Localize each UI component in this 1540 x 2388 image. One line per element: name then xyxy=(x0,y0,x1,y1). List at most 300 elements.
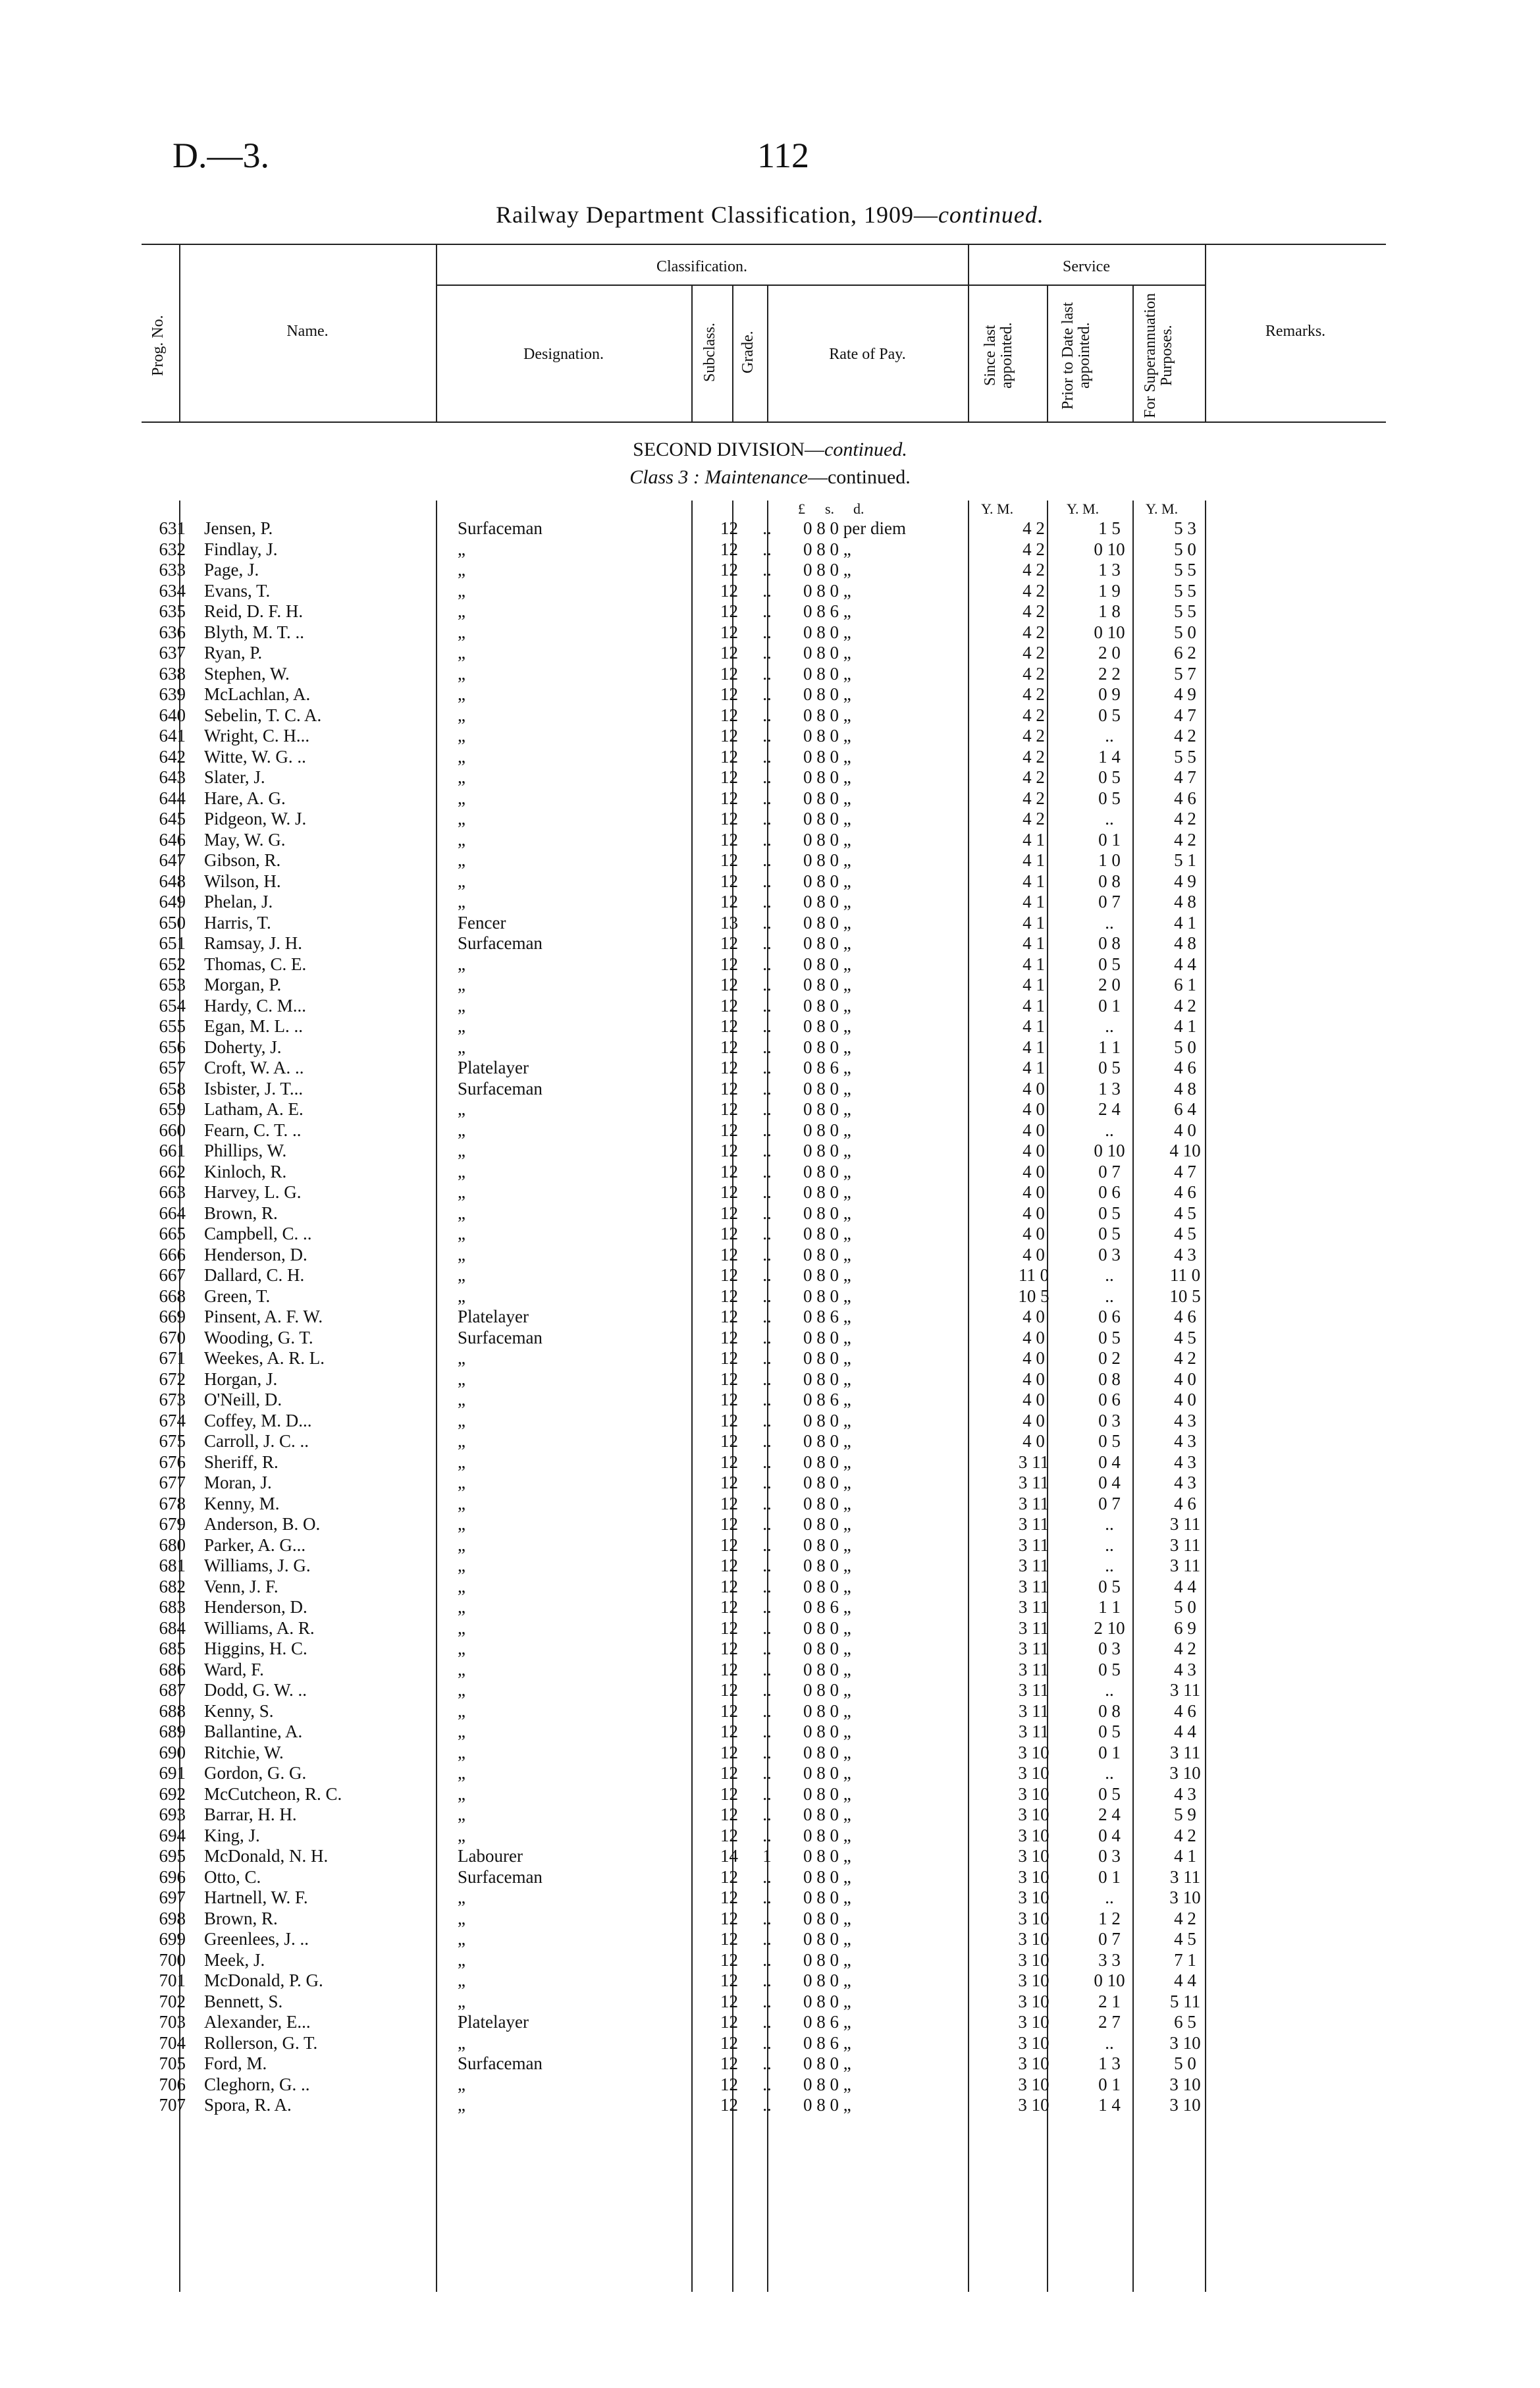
grade-cell: .. xyxy=(762,518,772,539)
unit-shillings: s. xyxy=(825,501,835,517)
table-row xyxy=(99,1203,1218,1224)
rate-of-pay-cell: 0 8 0 „ xyxy=(803,1265,851,1286)
header-prior-to-date: Prior to Date last appointed. xyxy=(1059,302,1094,410)
col-divider xyxy=(1047,285,1048,423)
designation-cell: „ xyxy=(458,1452,465,1472)
prog-no-cell: 666 xyxy=(159,1244,186,1264)
name-cell: Ramsay, J. H. xyxy=(204,933,302,954)
prog-no-cell: 651 xyxy=(159,933,186,954)
superannuation-cell: 4 3 xyxy=(1174,1410,1196,1430)
subclass-cell: 12 xyxy=(720,850,738,871)
designation-cell: „ xyxy=(458,850,465,871)
rate-of-pay-cell: 0 8 0 „ xyxy=(803,1576,851,1596)
grade-cell: .. xyxy=(762,1120,772,1140)
designation-cell: „ xyxy=(458,1556,465,1576)
grade-cell: .. xyxy=(762,1016,772,1037)
rate-of-pay-cell: 0 8 0 „ xyxy=(803,912,851,933)
since-last-cell: 4 2 xyxy=(1022,726,1045,746)
page-number: 112 xyxy=(757,136,809,175)
superannuation-cell: 5 5 xyxy=(1174,560,1196,580)
prog-no-cell: 676 xyxy=(159,1452,186,1472)
header-designation: Designation. xyxy=(523,346,604,363)
name-cell: Venn, J. F. xyxy=(204,1576,279,1596)
prior-to-date-cell: 0 2 xyxy=(1098,1348,1121,1369)
table-row xyxy=(99,601,1218,622)
grade-cell: .. xyxy=(762,1224,772,1244)
designation-cell: „ xyxy=(458,1473,465,1493)
since-last-cell: 3 11 xyxy=(1018,1534,1049,1555)
since-last-cell: 3 11 xyxy=(1018,1556,1049,1576)
name-cell: Hartnell, W. F. xyxy=(204,1887,308,1908)
grade-cell: .. xyxy=(762,539,772,559)
rate-of-pay-cell: 0 8 0 „ xyxy=(803,850,851,871)
col-divider xyxy=(691,285,693,423)
prog-no-cell: 647 xyxy=(159,850,186,871)
subclass-cell: 12 xyxy=(720,1680,738,1700)
subclass-cell: 12 xyxy=(720,1639,738,1659)
subclass-cell: 12 xyxy=(720,1805,738,1825)
prior-to-date-cell: .. xyxy=(1105,1286,1114,1306)
grade-cell: .. xyxy=(762,1473,772,1493)
table-row xyxy=(99,539,1218,560)
superannuation-cell: 3 11 xyxy=(1169,1514,1201,1534)
since-last-cell: 3 11 xyxy=(1018,1700,1049,1721)
subclass-cell: 12 xyxy=(720,1866,738,1887)
name-cell: Weekes, A. R. L. xyxy=(204,1348,325,1369)
grade-cell: .. xyxy=(762,1617,772,1638)
prog-no-cell: 697 xyxy=(159,1887,186,1908)
table-row xyxy=(99,726,1218,747)
since-last-cell: 4 0 xyxy=(1022,1244,1045,1264)
prog-no-cell: 693 xyxy=(159,1805,186,1825)
rate-of-pay-cell: 0 8 0 „ xyxy=(803,1970,851,1991)
prior-to-date-cell: .. xyxy=(1105,1016,1114,1037)
prior-to-date-cell: 0 3 xyxy=(1098,1639,1121,1659)
prog-no-cell: 692 xyxy=(159,1783,186,1804)
table-row xyxy=(99,1660,1218,1681)
grade-cell: .. xyxy=(762,1327,772,1347)
rate-of-pay-cell: 0 8 0 „ xyxy=(803,560,851,580)
since-last-cell: 3 10 xyxy=(1018,1929,1049,1949)
prog-no-cell: 646 xyxy=(159,829,186,850)
rate-of-pay-cell: 0 8 0 „ xyxy=(803,1182,851,1203)
superannuation-cell: 4 0 xyxy=(1174,1369,1196,1389)
header-rate-of-pay: Rate of Pay. xyxy=(829,346,906,363)
since-last-cell: 4 2 xyxy=(1022,767,1045,788)
prog-no-cell: 684 xyxy=(159,1617,186,1638)
table-row xyxy=(99,1452,1218,1473)
subclass-cell: 12 xyxy=(720,1929,738,1949)
name-cell: Gibson, R. xyxy=(204,850,281,871)
subclass-cell: 12 xyxy=(720,1473,738,1493)
rate-of-pay-cell: 0 8 0 „ xyxy=(803,539,851,559)
table-row xyxy=(99,767,1218,788)
grade-cell: .. xyxy=(762,1866,772,1887)
since-last-cell: 3 11 xyxy=(1018,1597,1049,1617)
prior-to-date-cell: .. xyxy=(1105,1887,1114,1908)
subclass-cell: 12 xyxy=(720,1617,738,1638)
subclass-cell: 12 xyxy=(720,1058,738,1078)
prior-to-date-cell: 0 8 xyxy=(1098,933,1121,954)
rate-of-pay-cell: 0 8 0 „ xyxy=(803,1327,851,1347)
table-row xyxy=(99,1058,1218,1079)
superannuation-cell: 5 5 xyxy=(1174,746,1196,767)
prior-to-date-cell: 0 3 xyxy=(1098,1410,1121,1430)
subclass-cell: 12 xyxy=(720,1431,738,1452)
subclass-cell: 12 xyxy=(720,1659,738,1679)
since-last-cell: 3 11 xyxy=(1018,1722,1049,1742)
rate-of-pay-cell: 0 8 0 „ xyxy=(803,1805,851,1825)
since-last-cell: 4 1 xyxy=(1022,995,1045,1016)
subclass-cell: 12 xyxy=(720,1493,738,1513)
superannuation-cell: 4 7 xyxy=(1174,1161,1196,1181)
designation-cell: „ xyxy=(458,1949,465,1970)
header-for-superannuation: For Superannuation Purposes. xyxy=(1142,293,1176,418)
division-heading xyxy=(0,439,1540,461)
grade-cell: .. xyxy=(762,643,772,663)
grade-cell: .. xyxy=(762,1452,772,1472)
subclass-cell: 12 xyxy=(720,726,738,746)
since-last-cell: 4 0 xyxy=(1022,1431,1045,1452)
prog-no-cell: 694 xyxy=(159,1825,186,1845)
subclass-cell: 13 xyxy=(720,912,738,933)
prog-no-cell: 700 xyxy=(159,1949,186,1970)
subclass-cell: 12 xyxy=(720,1327,738,1347)
table-row xyxy=(99,850,1218,871)
prog-no-cell: 673 xyxy=(159,1390,186,1410)
name-cell: Greenlees, J. .. xyxy=(204,1929,309,1949)
subclass-cell: 12 xyxy=(720,1203,738,1223)
designation-cell: Platelayer xyxy=(458,1307,529,1327)
grade-cell: .. xyxy=(762,1534,772,1555)
since-last-cell: 3 11 xyxy=(1018,1659,1049,1679)
name-cell: Harvey, L. G. xyxy=(204,1182,302,1203)
superannuation-cell: 4 6 xyxy=(1174,1058,1196,1078)
since-last-cell: 3 10 xyxy=(1018,1763,1049,1783)
superannuation-cell: 5 5 xyxy=(1174,601,1196,622)
grade-cell: .. xyxy=(762,767,772,788)
since-last-cell: 4 1 xyxy=(1022,912,1045,933)
since-last-cell: 3 10 xyxy=(1018,1866,1049,1887)
table-row xyxy=(99,1826,1218,1847)
prior-to-date-cell: .. xyxy=(1105,2032,1114,2053)
table-row xyxy=(99,830,1218,851)
subclass-cell: 12 xyxy=(720,809,738,829)
since-last-cell: 4 0 xyxy=(1022,1390,1045,1410)
rate-of-pay-cell: 0 8 0 „ xyxy=(803,1617,851,1638)
superannuation-cell: 4 2 xyxy=(1174,1908,1196,1928)
since-last-cell: 3 11 xyxy=(1018,1639,1049,1659)
designation-cell: „ xyxy=(458,767,465,788)
table-row xyxy=(99,913,1218,934)
name-cell: Sebelin, T. C. A. xyxy=(204,705,322,725)
rate-of-pay-cell: 0 8 0 „ xyxy=(803,1659,851,1679)
prog-no-cell: 655 xyxy=(159,1016,186,1037)
rate-of-pay-cell: 0 8 0 „ xyxy=(803,1078,851,1099)
superannuation-cell: 4 3 xyxy=(1174,1244,1196,1264)
subclass-cell: 12 xyxy=(720,705,738,725)
rate-of-pay-cell: 0 8 6 „ xyxy=(803,1390,851,1410)
subclass-cell: 12 xyxy=(720,1700,738,1721)
prog-no-cell: 701 xyxy=(159,1970,186,1991)
rate-of-pay-cell: 0 8 0 „ xyxy=(803,2074,851,2094)
name-cell: Bennett, S. xyxy=(204,1991,283,2011)
table-row xyxy=(99,1597,1218,1618)
name-cell: Parker, A. G... xyxy=(204,1534,306,1555)
superannuation-cell: 3 11 xyxy=(1169,1742,1201,1762)
rate-of-pay-cell: 0 8 0 „ xyxy=(803,622,851,642)
designation-cell: „ xyxy=(458,1037,465,1057)
subclass-cell: 12 xyxy=(720,1722,738,1742)
designation-cell: „ xyxy=(458,1016,465,1037)
prog-no-cell: 704 xyxy=(159,2032,186,2053)
superannuation-cell: 3 11 xyxy=(1169,1866,1201,1887)
grade-cell: .. xyxy=(762,1908,772,1928)
table-row xyxy=(99,1016,1218,1037)
grade-cell: .. xyxy=(762,975,772,995)
prog-no-cell: 699 xyxy=(159,1929,186,1949)
subclass-cell: 12 xyxy=(720,663,738,684)
name-cell: Reid, D. F. H. xyxy=(204,601,304,622)
prior-to-date-cell: 0 6 xyxy=(1098,1182,1121,1203)
table-row xyxy=(99,996,1218,1017)
table-row xyxy=(99,1265,1218,1286)
prog-no-cell: 705 xyxy=(159,2053,186,2074)
prog-no-cell: 668 xyxy=(159,1286,186,1306)
prior-to-date-cell: 1 9 xyxy=(1098,580,1121,601)
subclass-cell: 12 xyxy=(720,684,738,705)
grade-cell: .. xyxy=(762,1348,772,1369)
name-cell: Pinsent, A. F. W. xyxy=(204,1307,323,1327)
superannuation-cell: 4 6 xyxy=(1174,1307,1196,1327)
name-cell: Morgan, P. xyxy=(204,975,282,995)
superannuation-cell: 4 0 xyxy=(1174,1390,1196,1410)
rate-of-pay-cell: 0 8 0 „ xyxy=(803,995,851,1016)
since-last-cell: 10 5 xyxy=(1018,1286,1049,1306)
prior-to-date-cell: 0 5 xyxy=(1098,954,1121,974)
subclass-cell: 12 xyxy=(720,1576,738,1596)
rate-of-pay-cell: 0 8 0 „ xyxy=(803,1991,851,2011)
prog-no-cell: 686 xyxy=(159,1659,186,1679)
name-cell: Hare, A. G. xyxy=(204,788,286,808)
table-row xyxy=(99,1618,1218,1639)
rate-of-pay-cell: 0 8 0 per diem xyxy=(803,518,906,539)
superannuation-cell: 4 3 xyxy=(1174,1473,1196,1493)
prog-no-cell: 679 xyxy=(159,1514,186,1534)
prog-no-cell: 675 xyxy=(159,1431,186,1452)
designation-cell: „ xyxy=(458,663,465,684)
prog-no-cell: 637 xyxy=(159,643,186,663)
name-cell: Barrar, H. H. xyxy=(204,1805,297,1825)
class-label: Class 3 : Maintenance xyxy=(629,466,808,488)
since-last-cell: 4 2 xyxy=(1022,788,1045,808)
rate-of-pay-cell: 0 8 0 „ xyxy=(803,1244,851,1264)
subclass-cell: 12 xyxy=(720,995,738,1016)
table-row xyxy=(99,954,1218,975)
name-cell: Henderson, D. xyxy=(204,1244,307,1264)
table-row xyxy=(99,747,1218,768)
prior-to-date-cell: 2 2 xyxy=(1098,663,1121,684)
table-row xyxy=(99,1722,1218,1743)
superannuation-cell: 4 2 xyxy=(1174,995,1196,1016)
superannuation-cell: 4 8 xyxy=(1174,1078,1196,1099)
table-row xyxy=(99,1473,1218,1494)
prior-to-date-cell: .. xyxy=(1105,1265,1114,1286)
subclass-cell: 12 xyxy=(720,518,738,539)
designation-cell: „ xyxy=(458,1286,465,1306)
header-grade: Grade. xyxy=(739,331,757,374)
subclass-cell: 12 xyxy=(720,1887,738,1908)
table-row xyxy=(99,1763,1218,1784)
name-cell: Brown, R. xyxy=(204,1908,278,1928)
superannuation-cell: 4 4 xyxy=(1174,1722,1196,1742)
rate-of-pay-cell: 0 8 6 „ xyxy=(803,601,851,622)
subclass-cell: 12 xyxy=(720,1265,738,1286)
prior-to-date-cell: 0 5 xyxy=(1098,705,1121,725)
name-cell: Stephen, W. xyxy=(204,663,290,684)
since-last-cell: 4 0 xyxy=(1022,1369,1045,1389)
prior-to-date-cell: 0 8 xyxy=(1098,871,1121,891)
subclass-cell: 12 xyxy=(720,643,738,663)
designation-cell: Surfaceman xyxy=(458,2053,543,2074)
prog-no-cell: 687 xyxy=(159,1680,186,1700)
prior-to-date-cell: 0 7 xyxy=(1098,1161,1121,1181)
designation-cell: „ xyxy=(458,1244,465,1264)
prior-to-date-cell: 2 0 xyxy=(1098,975,1121,995)
subclass-cell: 12 xyxy=(720,1991,738,2011)
subclass-cell: 12 xyxy=(720,1244,738,1264)
grade-cell: .. xyxy=(762,1390,772,1410)
name-cell: Ward, F. xyxy=(204,1659,264,1679)
designation-cell: „ xyxy=(458,871,465,891)
table-row xyxy=(99,933,1218,954)
name-cell: Fearn, C. T. .. xyxy=(204,1120,302,1140)
superannuation-cell: 4 3 xyxy=(1174,1452,1196,1472)
since-last-cell: 3 10 xyxy=(1018,1908,1049,1928)
subclass-cell: 12 xyxy=(720,892,738,912)
superannuation-cell: 10 5 xyxy=(1169,1286,1201,1306)
name-cell: O'Neill, D. xyxy=(204,1390,282,1410)
grade-cell: .. xyxy=(762,1929,772,1949)
since-last-cell: 3 10 xyxy=(1018,1991,1049,2011)
subclass-cell: 12 xyxy=(720,560,738,580)
prior-to-date-cell: 1 4 xyxy=(1098,746,1121,767)
rate-of-pay-cell: 0 8 0 „ xyxy=(803,1286,851,1306)
since-last-cell: 4 0 xyxy=(1022,1120,1045,1140)
prior-to-date-cell: 2 4 xyxy=(1098,1805,1121,1825)
prior-to-date-cell: 0 4 xyxy=(1098,1473,1121,1493)
subclass-cell: 12 xyxy=(720,788,738,808)
rate-of-pay-cell: 0 8 0 „ xyxy=(803,975,851,995)
superannuation-cell: 5 11 xyxy=(1169,1991,1201,2011)
since-last-cell: 4 2 xyxy=(1022,705,1045,725)
designation-cell: Surfaceman xyxy=(458,1866,543,1887)
superannuation-cell: 4 8 xyxy=(1174,933,1196,954)
unit-pounds: £ xyxy=(798,501,805,517)
grade-cell: .. xyxy=(762,1805,772,1825)
subclass-cell: 12 xyxy=(720,1452,738,1472)
designation-cell: „ xyxy=(458,829,465,850)
prior-to-date-cell: 0 7 xyxy=(1098,892,1121,912)
subclass-cell: 12 xyxy=(720,1141,738,1161)
prior-to-date-cell: .. xyxy=(1105,1534,1114,1555)
name-cell: Kenny, M. xyxy=(204,1493,280,1513)
table-row xyxy=(99,1390,1218,1411)
name-cell: Spora, R. A. xyxy=(204,2095,292,2115)
table-row xyxy=(99,1411,1218,1432)
since-last-cell: 3 10 xyxy=(1018,1846,1049,1866)
superannuation-cell: 7 1 xyxy=(1174,1949,1196,1970)
name-cell: Williams, A. R. xyxy=(204,1617,315,1638)
superannuation-cell: 6 1 xyxy=(1174,975,1196,995)
rate-of-pay-cell: 0 8 0 „ xyxy=(803,1037,851,1057)
name-cell: Ford, M. xyxy=(204,2053,267,2074)
since-last-cell: 4 0 xyxy=(1022,1410,1045,1430)
classification-rule xyxy=(436,285,968,286)
prog-no-cell: 631 xyxy=(159,518,186,539)
designation-cell: „ xyxy=(458,1825,465,1845)
prior-to-date-cell: 2 7 xyxy=(1098,2012,1121,2032)
rate-of-pay-cell: 0 8 0 „ xyxy=(803,788,851,808)
superannuation-cell: 4 3 xyxy=(1174,1783,1196,1804)
table-row xyxy=(99,1887,1218,1909)
rate-of-pay-cell: 0 8 0 „ xyxy=(803,1700,851,1721)
since-last-cell: 3 10 xyxy=(1018,1949,1049,1970)
grade-cell: .. xyxy=(762,1410,772,1430)
rate-of-pay-cell: 0 8 0 „ xyxy=(803,1369,851,1389)
prior-to-date-cell: 2 4 xyxy=(1098,1099,1121,1120)
prog-no-cell: 634 xyxy=(159,580,186,601)
prog-no-cell: 662 xyxy=(159,1161,186,1181)
header-classification: Classification. xyxy=(656,258,747,275)
prior-to-date-cell: 0 1 xyxy=(1098,1866,1121,1887)
designation-cell: „ xyxy=(458,809,465,829)
since-last-cell: 4 1 xyxy=(1022,829,1045,850)
name-cell: Phelan, J. xyxy=(204,892,273,912)
prog-no-cell: 658 xyxy=(159,1078,186,1099)
prog-no-cell: 707 xyxy=(159,2095,186,2115)
rate-of-pay-cell: 0 8 0 „ xyxy=(803,684,851,705)
designation-cell: „ xyxy=(458,1639,465,1659)
prior-to-date-cell: 1 0 xyxy=(1098,850,1121,871)
grade-cell: .. xyxy=(762,1659,772,1679)
name-cell: Doherty, J. xyxy=(204,1037,282,1057)
name-cell: Wooding, G. T. xyxy=(204,1327,313,1347)
rate-of-pay-cell: 0 8 0 „ xyxy=(803,1866,851,1887)
superannuation-cell: 4 2 xyxy=(1174,809,1196,829)
name-cell: Wilson, H. xyxy=(204,871,281,891)
designation-cell: „ xyxy=(458,1182,465,1203)
subclass-cell: 12 xyxy=(720,1970,738,1991)
superannuation-cell: 4 0 xyxy=(1174,1120,1196,1140)
designation-cell: „ xyxy=(458,1410,465,1430)
name-cell: May, W. G. xyxy=(204,829,286,850)
prior-to-date-cell: 0 4 xyxy=(1098,1825,1121,1845)
name-cell: Williams, J. G. xyxy=(204,1556,311,1576)
prog-no-cell: 685 xyxy=(159,1639,186,1659)
name-cell: Wright, C. H... xyxy=(204,726,310,746)
subclass-cell: 12 xyxy=(720,1286,738,1306)
name-cell: Blyth, M. T. .. xyxy=(204,622,305,642)
superannuation-cell: 4 2 xyxy=(1174,829,1196,850)
rate-of-pay-cell: 0 8 0 „ xyxy=(803,1639,851,1659)
rate-of-pay-cell: 0 8 0 „ xyxy=(803,1949,851,1970)
subclass-cell: 12 xyxy=(720,2012,738,2032)
name-cell: Ryan, P. xyxy=(204,643,263,663)
since-last-cell: 4 1 xyxy=(1022,975,1045,995)
rate-of-pay-cell: 0 8 0 „ xyxy=(803,1556,851,1576)
grade-cell: .. xyxy=(762,2032,772,2053)
